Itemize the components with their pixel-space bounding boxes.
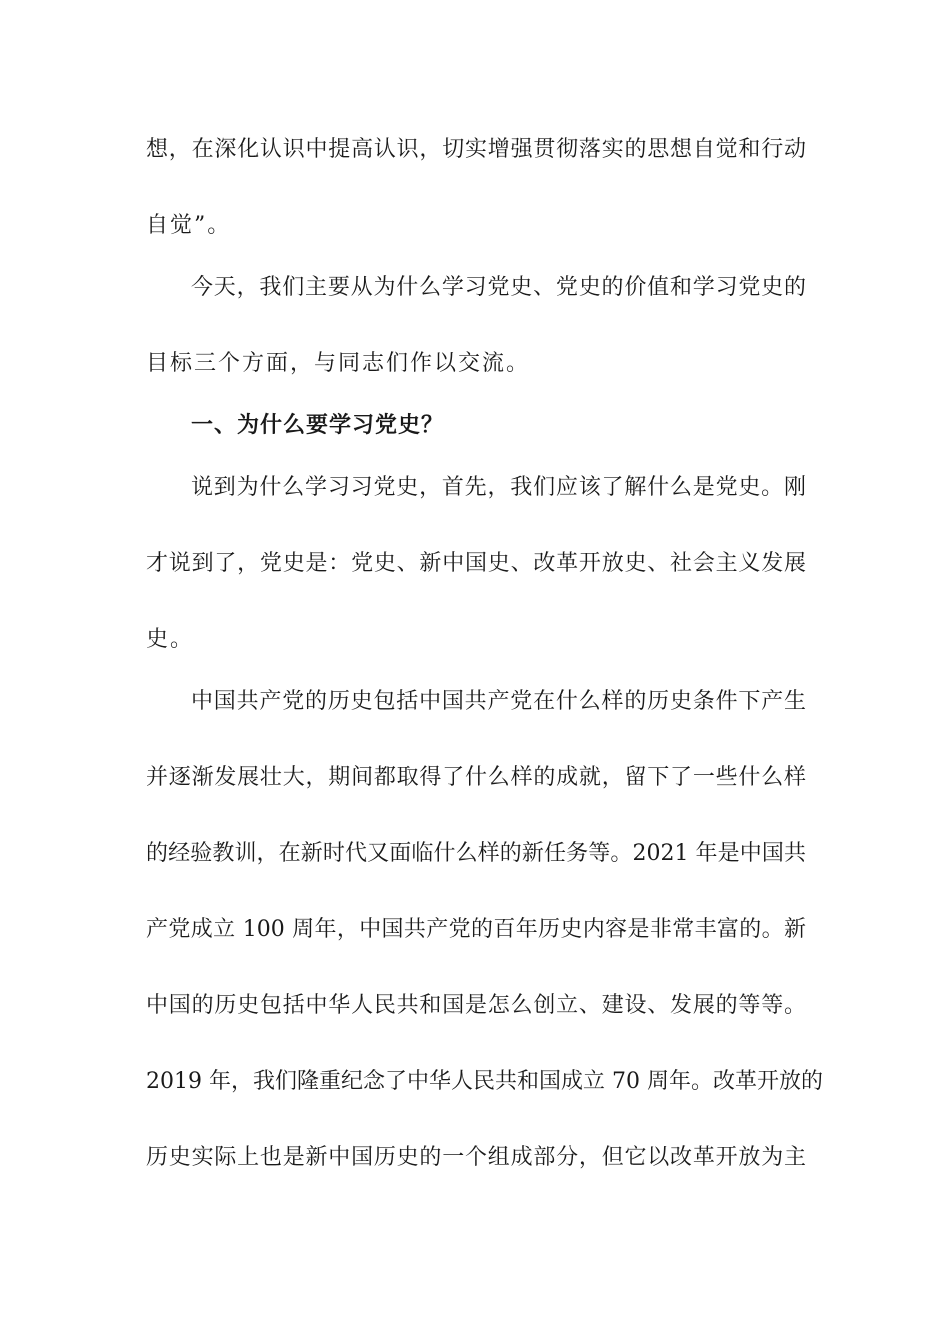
paragraph-line: 中国的历史包括中华人民共和国是怎么创立、建设、发展的等等。: [146, 993, 806, 1018]
section-heading: 一、为什么要学习党史？: [191, 413, 445, 438]
paragraph-line: 史。: [146, 627, 195, 652]
paragraph-line: 今天，我们主要从为什么学习党史、党史的价值和学习党史的: [191, 275, 806, 300]
paragraph-line: 想，在深化认识中提高认识，切实增强贯彻落实的思想自觉和行动: [146, 137, 806, 162]
paragraph-line: 2019 年，我们隆重纪念了中华人民共和国成立 70 周年。改革开放的: [146, 1069, 823, 1094]
paragraph-line: 的经验教训，在新时代又面临什么样的新任务等。2021 年是中国共: [146, 841, 806, 866]
paragraph-line: 目标三个方面，与同志们作以交流。: [146, 351, 531, 376]
paragraph-line: 并逐渐发展壮大，期间都取得了什么样的成就，留下了一些什么样: [146, 765, 806, 790]
paragraph-line: 自觉”。: [146, 213, 232, 238]
paragraph-line: 说到为什么学习习党史，首先，我们应该了解什么是党史。刚: [191, 475, 806, 500]
paragraph-line: 中国共产党的历史包括中国共产党在什么样的历史条件下产生: [191, 689, 806, 714]
paragraph-line: 历史实际上也是新中国历史的一个组成部分，但它以改革开放为主: [146, 1145, 806, 1170]
paragraph-line: 才说到了，党史是：党史、新中国史、改革开放史、社会主义发展: [146, 551, 806, 576]
paragraph-line: 产党成立 100 周年，中国共产党的百年历史内容是非常丰富的。新: [146, 917, 806, 942]
